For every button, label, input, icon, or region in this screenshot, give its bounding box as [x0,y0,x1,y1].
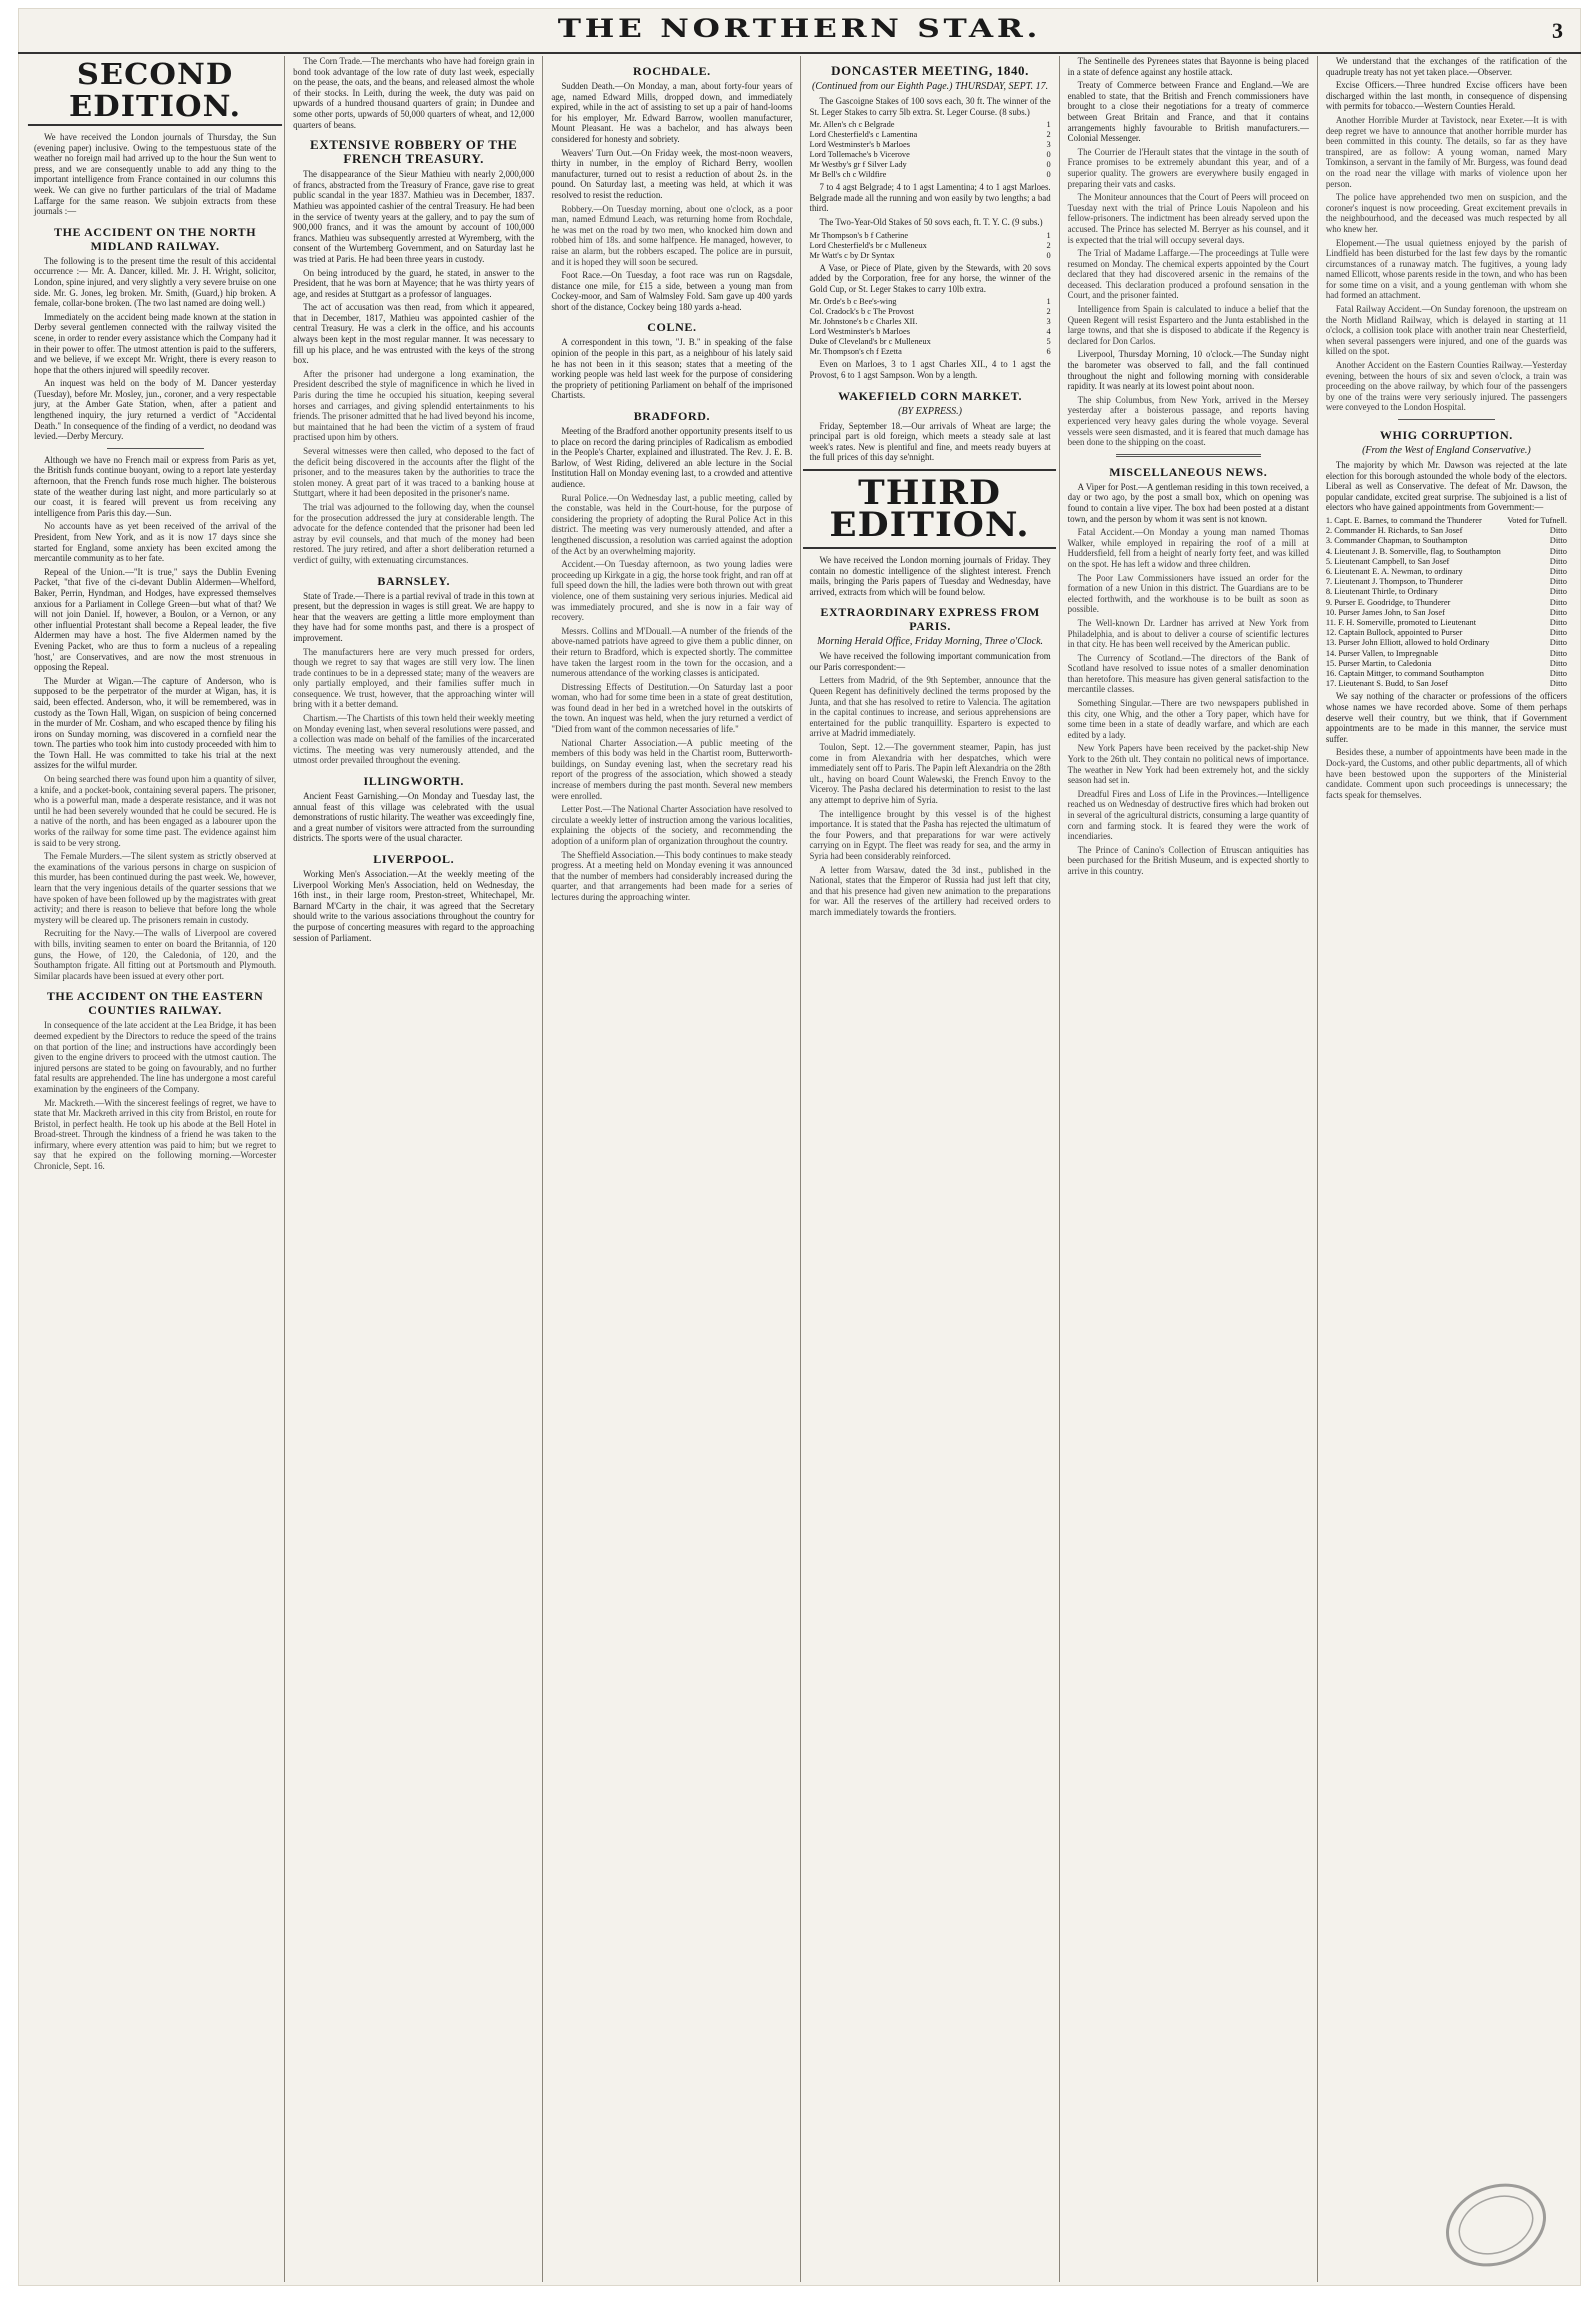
article-paragraph: We have received the following important communication from our Paris correspondent:— [809,651,1051,672]
list-item-label: 6. Lieutenant E. A. Newman, to ordinary [1325,566,1463,576]
article-paragraph: In consequence of the late accident at the Lea Bridge, it has been deemed expedient by the Directors to reduce the speed of the trains on that portion of the line; and instructions have accordingly been given to the engine drivers to proceed with the utmost caution. The injured persons are stated to be going on favourably, and no further fatal results are apprehended. The line has undergone a most careful examination by the engineers of the Company. [34,1020,277,1094]
list-item-label: Mr. Johnstone's b c Charles XII. [809,317,918,327]
article-paragraph: Excise Officers.—Three hundred Excise officers have been discharged within the last month, in consequence of dispensing with permits for tobacco.—Western Counties Herald. [1325,80,1567,112]
list-item [809,150,1050,160]
list-item-value: 0 [1046,170,1051,180]
column-6 [1317,56,1575,2282]
list-item [809,307,1050,317]
article-paragraph: Besides these, a number of appointments have been made in the Dock-yard, the Customs, and other public departments, all of which have been bestowed upon the supporters of the Ministerial candidate. Comment upon such proceedings is unnecessary; the facts speak for themselves. [1325,747,1567,800]
list-item-label: Mr. Allen's ch c Belgrade [809,120,895,130]
list-item-value: Ditto [1549,648,1567,658]
article-paragraph: After the prisoner had undergone a long examination, the President described the style of magnificence in which he lived in Paris during the time he occupied his situation, keeping several horses and carriages, and giving splendid entertainments to his friends. The prisoner admitted that he had lived beyond his income, but maintained that he had been the victim of a system of fraud practised upon him by others. [293,368,535,443]
article-paragraph: Liverpool, Thursday Morning, 10 o'clock.—The Sunday night the barometer was observed to fall, and the fall continued throughout the night and following morning with considerable rapidity. It was nearly at its lowest point about noon. [1067,349,1309,392]
list-item-label: 12. Captain Bullock, appointed to Purser [1325,628,1463,638]
article-paragraph: Letter Post.—The National Charter Association have resolved to circulate a weekly letter of instruction among the various localities, explaining the objects of the society, and recommending the adoption of a uniform plan of organization throughout the country. [551,804,793,846]
list-item-value: Ditto [1549,526,1567,536]
list-item-label: 1. Capt. E. Barnes, to command the Thunderer [1325,515,1482,525]
article-paragraph: We say nothing of the character or professions of the officers whose names we have recorded above. Some of them perhaps deserve well their country, but we think, that if Government appointments are to be made in this manner, the service must suffer. [1325,691,1567,744]
list-item [809,337,1050,347]
list-item [1326,557,1567,567]
article-paragraph: The Currency of Scotland.—The directors of the Bank of Scotland have resolved to issue notes of a smaller denomination than heretofore. This measure has given general satisfaction to the mercantile classes. [1067,652,1309,695]
list-item-label: 14. Purser Vallen, to Impregnable [1325,648,1439,658]
article-paragraph: A Viper for Post.—A gentleman residing in this town received, a day or two ago, by the post a small box, which on opening was found to contain a live viper. The box had been posted at a distant town, and the person by whom it was sent is not known. [1067,481,1309,524]
list-item-label: 16. Captain Mittger, to command Southampton [1325,669,1484,679]
list-item-value: Ditto [1549,577,1567,587]
list-item [809,241,1050,251]
article-paragraph: The trial was adjourned to the following day, when the counsel for the prosecution addressed the jury at considerable length. The advocate for the defence contended that the prisoner had been led astray by evil counsels, and that much of the money had been restored. The jury retired, and after a short deliberation returned a verdict of guilty, with extenuating circumstances. [293,501,535,565]
article-paragraph: The Prince of Canino's Collection of Etruscan antiquities has been purchased for the British Museum, and is expected shortly to arrive in this country. [1067,844,1309,876]
article-paragraph: Accident.—On Tuesday afternoon, as two young ladies were proceeding up Kirkgate in a gig, the horse took fright, and ran off at full speed down the hill, the ladies were both thrown out with great violence, one of them sustaining very serious injuries. Medical aid was immediately procured, and she is now in a fair way of recovery. [551,559,793,623]
north-midland-heading: THE ACCIDENT ON THE NORTH MIDLAND RAILWAY. [53,224,257,253]
list-item-label: 5. Lieutenant Campbell, to San Josef [1325,556,1450,566]
whig-corruption-heading: WHIG CORRUPTION. [1379,428,1513,442]
article-paragraph: The intelligence brought by this vessel is of the highest importance. It is stated that the Pasha has rejected the ultimatum of the four Powers, and that preparations for war were actively carrying on in Egypt. The fleet was ready for sea, and the army in Syria had been considerably reinforced. [809,808,1051,861]
library-stamp [1428,2163,1564,2282]
third-edition-heading: THIRD EDITION. [803,469,1056,549]
article-paragraph: Ancient Feast Garnishing.—On Monday and Tuesday last, the annual feast of this village was celebrated with the usual demonstrations of rustic hilarity. The weather was exceedingly fine, and a great number of visitors were attracted from the surrounding districts. The sports were of the usual character. [293,791,535,844]
list-item-label: Mr. Thompson's ch f Ezetta [809,347,902,357]
list-item-label: 7. Lieutenant J. Thompson, to Thunderer [1325,577,1463,587]
masthead [18,12,1581,54]
newspaper-title: THE NORTHERN STAR. [557,14,1042,43]
article-paragraph: The Moniteur announces that the Court of Peers will proceed on Tuesday next with the trial of Prince Louis Napoleon and his fellow-prisoners. The indictment has been already served upon the accused. The Prince has selected M. Berryer as his counsel, and it is expected that the trial will occupy several days. [1067,192,1309,245]
barnsley-heading: BARNSLEY. [377,573,451,588]
race-results-1 [809,120,1050,180]
list-item-label: Mr Westby's gr f Silver Lady [809,160,907,170]
list-item [1326,649,1567,659]
article-paragraph: The ship Columbus, from New York, arrived in the Mersey yesterday after a boisterous passage, and reports having experienced very heavy gales during the whole voyage. Several vessels were seen dismasted, and it is feared that much damage has been done to the shipping on the coast. [1067,394,1309,448]
article-paragraph: The Courrier de l'Herault states that the vintage in the south of France promises to be extremely abundant this year, and of a superior quality. The growers are everywhere busily engaged in preparing their vats and casks. [1067,146,1309,189]
express-subhead: Morning Herald Office, Friday Morning, Three o'Clock. [817,636,1044,648]
article-paragraph: Mr. Mackreth.—With the sincerest feelings of regret, we have to state that Mr. Mackreth arrived in this city from Bristol, en route for Bristol, in perfect health. He took up his abode at the Bell Hotel in Broad-street. Through the kindness of a friend he was taken to the infirmary, where every attention was paid to him; but we regret to say that he expired on the following morning.—Worcester Chronicle, Sept. 16. [34,1097,277,1172]
divider [1116,454,1261,457]
article-paragraph: Another Accident on the Eastern Counties Railway.—Yesterday evening, between the hours of six and seven o'clock, a train was proceeding on the above railway, by which four of the passengers by one of the trains were very seriously injured. The passengers were conveyed to the London Hospital. [1325,360,1567,413]
list-item [1326,608,1567,618]
list-item-label: Lord Westminster's b Marloes [809,140,910,150]
article-paragraph: On being introduced by the guard, he stated, in answer to the President, that he was born at Mayence; that he was thirty years of age, and resides at Stuttgart as a professor of languages. [293,267,535,299]
list-item-value: Ditto [1549,638,1567,648]
column-2 [284,56,542,2282]
rochdale-heading: ROCHDALE. [633,64,711,78]
list-item-value: Ditto [1549,546,1567,556]
list-item-label: Lord Chesterfield's c Lamentina [809,130,918,140]
article-paragraph: We understand that the exchanges of the ratification of the quadruple treaty has not yet taken place.—Observer. [1325,56,1567,77]
article-paragraph: The Sheffield Association.—This body continues to make steady progress. At a meeting held on Monday evening it was announced that the number of members had considerably increased during the quarter, and that arrangements had been made for a series of lectures during the approaching winter. [551,849,793,902]
article-paragraph: State of Trade.—There is a partial revival of trade in this town at present, but the depression in wages is still great. We are happy to hear that the weavers are getting a little more employment than they have had for some months past, and there is a prospect of improvement. [293,590,535,643]
colne-heading: COLNE. [647,320,697,335]
list-item-value: 5 [1046,337,1051,347]
whig-corruption-subhead: (From the West of England Conservative.) [1362,445,1531,456]
list-item-label: Mr Watt's c by Dr Syntax [809,250,895,260]
list-item [809,160,1050,170]
list-item-label: 17. Lieutenant S. Budd, to San Josef [1325,679,1448,689]
article-paragraph: Another Horrible Murder at Tavistock, near Exeter.—It is with deep regret we have to announce that another horrible murder has been committed in this county. The details, so far as they have transpired, are as follow: A young woman, named Mary Tomkinson, a servant in the family of Mr. Burgess, was found dead on the road near the village with marks of violence upon her person. [1325,114,1567,189]
list-item [1326,526,1567,536]
article-paragraph: Working Men's Association.—At the weekly meeting of the Liverpool Working Men's Association, held on Wednesday, the 16th inst., in their large room, Preston-street, Whitechapel, Mr. Barnard M'Carty in the chair, it was agreed that the Secretary should write to the various associations throughout the country for the purpose of concerting measures with regard to the approaching session of Parliament. [293,869,535,943]
article-paragraph: The Gascoigne Stakes of 100 sovs each, 30 ft. The winner of the St. Leger Stakes to carry 5lb extra. St. Leger Course. (8 subs.) [809,96,1051,117]
list-item-label: 15. Purser Martin, to Caledonia [1325,658,1432,668]
article-paragraph: Letters from Madrid, of the 9th September, announce that the Queen Regent has definitively declined the terms proposed by the Junta, and that she has resolved to retire to Valencia. The agitation in the capital continues to increase, and serious apprehensions are entertained for the public tranquillity. Espartero is expected to arrive at Madrid immediately. [809,675,1051,739]
list-item [1326,679,1567,689]
article-paragraph: Foot Race.—On Tuesday, a foot race was run on Ragsdale, distance one mile, for £15 a side, between a young man from Cockey-moor, and Sam of Walmsley Fold. Sam gave up 400 yards short of the distance, Cockey being 180 yards a-head. [551,270,793,312]
list-item-value: Ditto [1549,628,1567,638]
list-item-value: 3 [1046,140,1051,150]
list-item [809,170,1050,180]
article-paragraph: Something Singular.—There are two newspapers published in this city, one Whig, and the other a Tory paper, which have for some time been in a state of deadly warfare, and which are each edited by a lady. [1067,698,1309,740]
list-item [1326,547,1567,557]
list-item [809,317,1050,327]
list-item [809,130,1050,140]
bradford-heading: BRADFORD. [633,409,711,424]
article-paragraph: The Female Murders.—The silent system as strictly observed at the examinations of the various persons in charge on suspicion of this murder, has been continued during the past week. We, however, learn that the very ingenious details of the quarter sessions that we have spoken of have been followed up by the magistrates with great activity; and there is reason to believe that before long the whole mystery will be cleared up. The prisoners remain in custody. [34,851,277,925]
wakefield-heading: WAKEFIELD CORN MARKET. [838,388,1023,403]
article-paragraph: The manufacturers here are very much pressed for orders, though we regret to say that wages are still very low. The linen trade continues to be in a depressed state; many of the weavers are only partially employed, and their families suffer much in consequence. We trust, however, that the approaching winter will bring with it a better demand. [293,646,535,710]
list-item-value: 6 [1046,347,1051,357]
list-item-value: 0 [1046,160,1051,170]
list-item-value: Ditto [1549,658,1567,668]
express-paris-heading: EXTRAORDINARY EXPRESS FROM PARIS. [820,605,1040,634]
list-item-value: 2 [1046,240,1051,250]
list-item [1326,659,1567,669]
article-paragraph: The act of accusation was then read, from which it appeared, that in December, 1817, Mathieu was appointed cashier of the central Treasury. He was a clerk in the office, and his accounts always been kept in the most regular manner. It was necessary to fill up his place, and he was entrusted with the keys of the strong box. [293,302,535,366]
list-item-label: 8. Lieutenant Thirtle, to Ordinary [1325,587,1438,597]
list-item-value: Ditto [1549,618,1567,627]
article-paragraph: Although we have no French mail or express from Paris as yet, the British funds continue buoyant, owing to a report late yesterday afternoon, that the French funds rose much higher. The boisterous state of the weather during last night, and more particularly so at our coast, it is feared will prevent us from receiving any intelligence from Paris this day.—Sun. [34,454,277,518]
article-paragraph: Treaty of Commerce between France and England.—We are enabled to state, that the British and French commissioners have brought to a close their negotiations for a treaty of commerce between Great Britain and France, and that it contains arrangements highly favourable to British manufacturers.—Colonial Messenger. [1067,80,1309,144]
list-item-label: Mr Bell's ch c Wildfire [809,170,887,180]
list-item-label: Duke of Cleveland's br c Mulleneux [809,337,931,347]
article-paragraph: Robbery.—On Tuesday morning, about one o'clock, as a poor man, named Edmund Leach, was returning home from Rochdale, he was met on the road by two men, who knocked him down and robbed him of 18s. and some halfpence. He managed, however, to raise an alarm, but the robbers escaped. The police are in pursuit, and it is hoped they will soon be secured. [551,203,793,267]
race-results-3 [809,297,1050,357]
list-item [809,327,1050,337]
second-edition-heading: SECOND EDITION. [28,58,282,126]
divider [1398,419,1494,420]
column-3 [542,56,800,2282]
column-1 [26,56,284,2282]
list-item [1326,587,1567,597]
article-paragraph: Fatal Accident.—On Monday a young man named Thomas Walker, while employed in repairing the roof of a mill at Huddersfield, fell from a height of nearly forty feet, and was killed on the spot. He has left a widow and three children. [1067,527,1309,569]
article-paragraph: Sudden Death.—On Monday, a man, about forty-four years of age, named Edward Mills, dropped down, and immediately expired, while in the act of assisting to set up a pair of hand-looms for his employer, Mr. Edward Barrow, woollen manufacturer, Mount Pleasant. He was a bachelor, and has always been considered for honesty and sobriety. [551,81,793,144]
list-item-label: 9. Purser E. Goodridge, to Thunderer [1325,597,1451,607]
article-paragraph: Rural Police.—On Wednesday last, a public meeting, called by the constable, was held in the Court-house, for the purpose of considering the propriety of adopting the Rural Police Act in this district. The meeting was very numerously attended, and after a lengthened discussion, a resolution was carried against the adoption of the Act by an overwhelming majority. [551,492,793,556]
article-paragraph: The majority by which Mr. Dawson was rejected at the late election for this borough astounded the whole body of the electors. Liberal as well as Conservative. The defeat of Mr. Dawson, the popular candidate, excited great surprise. The subjoined is a list of electors who have gained appointments from Government:— [1325,460,1567,513]
list-item-label: Mr Thompson's b f Catherine [809,230,909,240]
list-item [809,251,1050,261]
list-item-label: 11. F. H. Somerville, promoted to Lieutenant [1325,618,1477,627]
article-paragraph: New York Papers have been received by the packet-ship New York to the 26th ult. They contain no political news of importance. The weather in New York had been extremely hot, and the sickly season had set in. [1067,743,1309,786]
article-paragraph: Chartism.—The Chartists of this town held their weekly meeting on Monday evening last, when several resolutions were passed, and a collection was made on behalf of the families of the incarcerated victims. The meeting was very numerously attended, and the utmost order prevailed throughout the evening. [293,713,535,766]
article-paragraph: A letter from Warsaw, dated the 3d inst., published in the National, states that the Emperor of Russia had just left that city, and that his presence had given new animation to the preparations for war. All the reserves of the artillery had received orders to march immediately towards the frontiers. [809,864,1051,917]
divider [107,448,204,449]
doncaster-subhead: (Continued from our Eighth Page.) THURSDAY, SEPT. 17. [812,81,1049,92]
list-item-value: Ditto [1549,597,1567,607]
list-item [1326,536,1567,546]
miscellaneous-heading: MISCELLANEOUS NEWS. [1109,464,1268,479]
list-item [1326,577,1567,587]
article-paragraph: The Sentinelle des Pyrenees states that Bayonne is being placed in a state of defence against any hostile attack. [1067,56,1309,77]
newspaper-page [18,8,1581,2286]
list-item [1326,669,1567,679]
list-item-label: Lord Tollemache's b Vicerove [809,150,910,160]
list-item-label: 13. Purser John Elliott, allowed to hold Ordinary [1325,638,1490,648]
article-paragraph: Intelligence from Spain is calculated to induce a belief that the Queen Regent will resist Espartero and the Junta established in the large towns, and that she is disposed to abdicate if the Regency is declared for Don Carlos. [1067,304,1309,346]
list-item [809,140,1050,150]
french-treasury-heading: EXTENSIVE ROBBERY OF THE FRENCH TREASURY. [310,137,518,167]
article-paragraph: The Two-Year-Old Stakes of 50 sovs each, ft. T. Y. C. (9 subs.) [819,216,1043,227]
article-paragraph: The Murder at Wigan.—The capture of Anderson, who is supposed to be the perpetrator of the murder at Wigan, has, it is said, been effected. Anderson, who, it will be remembered, was in custody as the Town Hall, Wigan, on suspicion of being concerned in the murder of Mr. Cosham, and who escaped thence by filing his irons on Sunday morning, was discovered in a cornfield near the town. The parties who took him into custody proceeded with him to the Town Hall. He was committed to take his trial at the next assizes for the wilful murder. [34,675,277,771]
article-paragraph: Distressing Effects of Destitution.—On Saturday last a poor woman, who had for some time been in a state of great destitution, was found dead in her bed in a wretched hovel in the outskirts of the town. An inquest was held, when the jury returned a verdict of "Died from want of the common necessaries of life." [551,681,793,735]
wakefield-subhead: (BY EXPRESS.) [898,405,962,417]
column-5 [1059,56,1317,2282]
intro-paragraph: We have received the London journals of Thursday, the Sun (evening paper) inclusive. Owing to the tempestuous state of the weather no foreign mail had arrived up to the hour the Sun went to press, and we are consequently unable to add any thing to the important intelligence from France contained in our columns this week. We can give no further particulars of the trial of Madame Laffarge for the same reason. We subjoin extracts from these journals :— [34,132,277,217]
list-item [1326,567,1567,577]
article-paragraph: A correspondent in this town, "J. B." in speaking of the false opinion of the people in this part, as a neighbour of his lately said he has not been in it this season; states that a meeting of the working people was held last week for the purpose of considering the propriety of petitioning Parliament on behalf of the imprisoned Chartists. [551,337,793,401]
article-paragraph: The Trial of Madame Laffarge.—The proceedings at Tulle were resumed on Monday. The chemical experts appointed by the Court declared that they had discovered arsenic in the remains of the deceased. This declaration produced a profound sensation in the Court, and the prisoner fainted. [1067,248,1309,301]
article-paragraph: On being searched there was found upon him a quantity of silver, a knife, and a pocket-book, containing several papers. The prisoner, who is a powerful man, made a desperate resistance, and it was not until he had been severely wounded that he could be secured. He is a native of the north, and has been engaged as a labourer upon the works of the railway for some time past. The evidence against him is said to be very strong. [34,774,277,848]
article-paragraph: Fatal Railway Accident.—On Sunday forenoon, the upstream on the North Midland Railway, which is delayed in starting at 11 o'clock, a collision took place with another train near Chesterfield, when several passengers were injured, and one of the guards was killed on the spot. [1325,304,1567,357]
article-paragraph: The following is to the present time the result of this accidental occurrence :— Mr. A. Dancer, killed. Mr. J. H. Wright, solicitor, London, spine injured, and very slightly a very severe bruise on one side. Mr. G. Jones, leg broken. Mr. Smith, (Guard,) hip broken. A female, collar-bone broken. (The two last named are doing well.) [34,255,277,309]
article-paragraph: Elopement.—The usual quietness enjoyed by the parish of Lindfield has been disturbed for the last few days by the romantic circumstances of a runaway match. The fugitives, a young lady named Ellicott, whose parents reside in the town, and who has been for some time on a visit, and a young gentleman with whom she had formed an attachment. [1325,237,1567,301]
list-item-label: 2. Commander H. Richards, to San Josef [1325,526,1463,536]
article-paragraph: Toulon, Sept. 12.—The government steamer, Papin, has just come in from Alexandria with her despatches, which were immediately sent off to Paris. The Papin left Alexandria on the 28th ult., having on board Count Walewski, the French Envoy to the Viceroy. The Pasha declared his determination to resist to the last any attempt to deprive him of Syria. [809,742,1051,805]
list-item-value: 1 [1046,297,1051,307]
list-item [1326,628,1567,638]
list-item [809,347,1050,357]
list-item [1326,516,1567,526]
doncaster-heading: DONCASTER MEETING, 1840. [831,63,1029,78]
list-item-label: Lord Westminster's b Marloes [809,327,910,337]
article-paragraph: The Poor Law Commissioners have issued an order for the formation of a new Union in this district. The Guardians are to be elected forthwith, and the workhouse is to be built as soon as possible. [1067,572,1309,615]
article-paragraph: Weavers' Turn Out.—On Friday week, the most-noon weavers, thirty in number, in the employ of Richard Berry, woollen manufacturer, turned out to resist a reduction of about 2s. in the pound. On Saturday last, a meeting was held, at which it was resolved to resist the reduction. [551,147,793,200]
list-item-value: Ditto [1549,607,1567,617]
list-item-value: 1 [1046,120,1051,130]
article-paragraph: Meeting of the Bradford another opportunity presents itself to us to place on record the daring principles of Radicalism as embodied in the People's Charter, explained and illustrated. The Rev. J. E. B. Barlow, of West Riding, delivered an able lecture in the Social Institution Hall on Monday evening last, to a crowded and attentive audience. [551,426,793,489]
article-paragraph: The disappearance of the Sieur Mathieu with nearly 2,000,000 of francs, abstracted from the Treasury of France, gave rise to great public scandal in the year 1837. Mathieu was in December, 1837. Mathieu was appointed cashier of the central Treasury. He had been in the service of twenty years at the gallery, and to pay the sum of 900,000 francs, and it was the amount by account of 100,000 francs. Mathieu was subsequently arrested at Wyremberg, with the consent of the Wurtemberg Government, and on Saturday last he was tried at Paris. He had been three years in custody. [293,169,535,264]
list-item-value: 0 [1046,250,1051,260]
article-paragraph: National Charter Association.—A public meeting of the members of this body was held in the Chartist room, Butterworth-buildings, on Sunday evening last, when the secretary read his report of the progress of the association, which showed a steady increase of members during the past month. Several new members were enrolled. [551,737,793,801]
article-paragraph: The Corn Trade.—The merchants who have had foreign grain in bond took advantage of the low rate of duty last week, especially on the pease, the oats, and the beans, and released almost the whole of their stocks. In Leith, during the week, the duty was paid on upwards of a hundred thousand quarters of grain; in Dundee and some other ports, upwards of 50,000 quarters of wheat, and 12,000 quarters of beans. [293,56,535,130]
list-item-value: 3 [1046,317,1051,327]
article-paragraph: Friday, September 18.—Our arrivals of Wheat are large; the principal part is old foreign, which meets a steady sale at last week's rates. New is plentiful and fine, and meets ready buyers at the full prices of this day se'nnight. [809,420,1051,463]
article-paragraph: Repeal of the Union.—"It is true," says the Dublin Evening Packet, "that five of the ci-devant Dublin Aldermen—Whelford, Baker, Perrin, Hyndman, and Hodges, have expressed themselves anxious for a Parliament in College Green—but what of that? We will not join Daniel. If, however, a Boulon, or a Vernon, or any other influential Protestant shall become a Repeal leader, the five Aldermen may have a host. The five Aldermen named by the Evening Packet, who are thus to form a nucleus of a repealing 'host,' are Conservatives, and are now the most strenuous in opposing the Repeal. [34,566,277,673]
article-paragraph: Even on Marloes, 3 to 1 agst Charles XII., 4 to 1 agst the Provost, 6 to 1 agst Sampson. Won by a length. [809,359,1051,380]
list-item [1326,598,1567,608]
article-paragraph: We have received the London morning journals of Friday. They contain no domestic intelligence of the slightest interest. French mails, bringing the Paris papers of Tuesday and Wednesday, have arrived, extracts from which will be found below. [809,554,1051,597]
article-paragraph: 7 to 4 agst Belgrade; 4 to 1 agst Lamentina; 4 to 1 agst Marloes. Belgrade made all the running and won easily by two lengths; a bad third. [809,182,1051,214]
list-item-label: Col. Cradock's b c The Provost [809,307,914,317]
list-item-value: 1 [1046,230,1051,240]
list-item-label: Lord Chesterfield's br c Mulleneux [809,240,927,250]
article-paragraph: Messrs. Collins and M'Douall.—A number of the friends of the above-named patriots have agreed to give them a public dinner, on their return to Bradford, which is expected shortly. The committee have taken the largest room in the town for the occasion, and a numerous attendance of the working classes is anticipated. [551,625,793,679]
article-paragraph: The Well-known Dr. Lardner has arrived at New York from Philadelphia, and is about to deliver a course of scientific lectures in that city. He has been well received by the American public. [1067,617,1309,650]
liverpool-heading: LIVERPOOL. [373,852,455,866]
article-paragraph: The police have apprehended two men on suspicion, and the coroner's inquest is now proceeding. Great excitement prevails in the neighbourhood, and the deceased was much respected by all who knew her. [1325,192,1567,234]
article-paragraph: An inquest was held on the body of M. Dancer yesterday (Tuesday), before Mr. Mosley, jun., coroner, and a very respectable jury, at the Amber Gate Station, when, after a patient and lengthened inquiry, the jury returned a verdict of "Accidental Death." In consequence of the finding of a verdict, no deodand was levied.—Derby Mercury. [34,378,277,442]
article-paragraph: Immediately on the accident being made known at the station in Derby several gentlemen connected with the railway visited the scene, in order to render every assistance which the Company had it in their power to offer. The utmost attention is paid to the sufferers, and we believe, if we except Mr. Wright, there is every reason to hope that the others injured will speedily recover. [34,311,277,375]
list-item-value: Ditto [1549,536,1567,546]
article-paragraph: Dreadful Fires and Loss of Life in the Provinces.—Intelligence reached us on Wednesday of destructive fires which had broken out in several of the agricultural districts, consuming a large quantity of corn and farming stock. It is feared they were the work of incendiaries. [1067,788,1309,842]
list-item [1326,638,1567,648]
illingworth-heading: ILLINGWORTH. [363,774,464,789]
list-item-value: Ditto [1549,566,1567,576]
list-item [809,231,1050,241]
column-4 [800,56,1058,2282]
list-item-value: Ditto [1549,679,1567,689]
eastern-counties-heading: THE ACCIDENT ON THE EASTERN COUNTIES RAILWAY. [46,989,264,1018]
list-item-label: Mr. Orde's b c Bee's-wing [809,297,897,307]
list-item [809,120,1050,130]
list-item-value: Ditto [1549,556,1567,566]
page-number: 3 [1552,18,1563,43]
list-item-label: 4. Lieutenant J. B. Somerville, flag, to Southampton [1325,546,1501,556]
list-item-value: Ditto [1549,587,1567,597]
article-paragraph: Several witnesses were then called, who deposed to the fact of the deficit being discovered in the accounts after the flight of the prisoner, and to the measures taken by the authorities to trace the stolen money. A great part of it was traced to a banking house at Stuttgart, where it had been deposited in the prisoner's name. [293,446,535,499]
list-item [809,297,1050,307]
list-item-value: Ditto [1549,669,1567,679]
list-item-value: 2 [1046,130,1051,140]
columns [26,56,1575,2282]
article-paragraph: A Vase, or Piece of Plate, given by the Stewards, with 20 sovs added by the Corporation, free for any horse, the winner of the Gold Cup, or St. Leger Stakes to carry 10lb extra. [809,262,1051,294]
article-paragraph: No accounts have as yet been received of the arrival of the President, from New York, and as it is now 17 days since she started for England, some anxiety has been excited among the mercantile community as to her fate. [34,521,277,564]
appointments-list [1326,516,1567,689]
list-item-value: 4 [1046,327,1051,337]
race-results-2 [809,231,1050,261]
list-item [1326,618,1567,628]
list-item-value: 2 [1046,307,1051,317]
list-item-value: 0 [1046,150,1051,160]
article-paragraph: Recruiting for the Navy.—The walls of Liverpool are covered with bills, inviting seamen to enter on board the Britannia, of 120 guns, the Howe, of 120, the Caledonia, of 120, and the Southampton frigate. All fitting out at Portsmouth and Plymouth. Similar placards have been issued at every other port. [34,928,277,981]
list-item-label: 10. Purser James John, to San Josef [1325,607,1445,617]
list-item-label: 3. Commander Chapman, to Southampton [1325,536,1468,546]
list-item-value: Voted for Tufnell. [1507,515,1567,525]
